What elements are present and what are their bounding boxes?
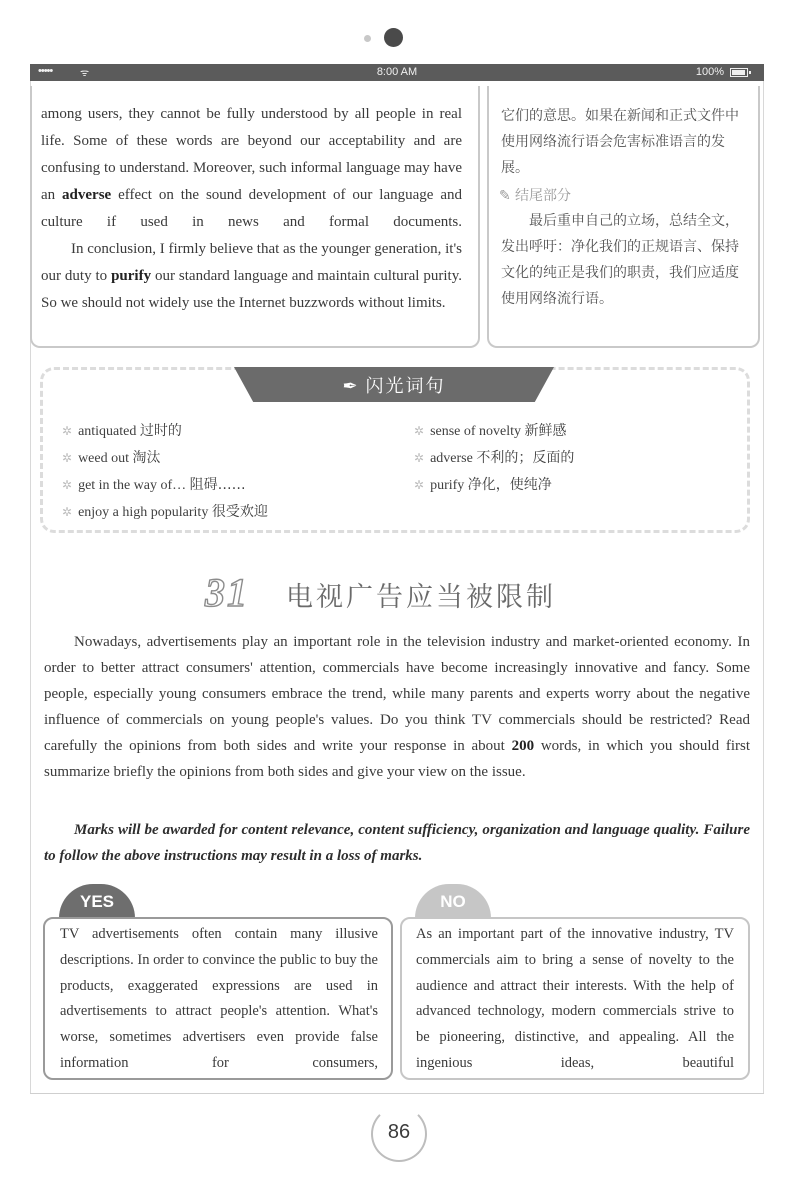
camera-lens <box>384 28 403 47</box>
bullet-icon: ✲ <box>62 478 73 492</box>
phrase-item: ✲ adverse 不利的；反面的 <box>414 450 575 466</box>
battery-icon <box>730 68 748 77</box>
device-camera <box>0 26 800 50</box>
status-bar <box>30 64 764 81</box>
notes-heading: ✎ 结尾部分 <box>499 188 571 204</box>
notes-text-2: 最后重申自己的立场，总结全文，发出呼吁：净化我们的正规语言、保持文化的纯正是我们的职责，我们应适度使用网络流行语。 <box>501 213 739 307</box>
status-time: 8:00 AM <box>376 66 418 78</box>
bullet-icon: ✲ <box>62 505 73 519</box>
phrase-item: ✲ weed out 淘汰 <box>62 450 161 466</box>
unit-title: 电视广告应当被限制 <box>286 582 556 613</box>
essay-paragraph-2: In conclusion, I firmly believe that as the younger generation, it's our duty to purify our standard language and maintain cultural purity. So we should not widely use the Internet buzzwords without limits. <box>41 241 462 311</box>
bullet-icon: ✲ <box>414 424 425 438</box>
signal-icon: ••••• <box>38 65 53 77</box>
phrase-item: ✲ antiquated 过时的 <box>62 423 182 439</box>
no-tab: NO <box>415 884 491 918</box>
wifi-icon: ᯤ <box>80 68 90 79</box>
yes-tab: YES <box>59 884 135 918</box>
pen-icon: ✒ <box>342 376 360 397</box>
phrase-item: ✲ sense of novelty 新鲜感 <box>414 423 567 439</box>
bullet-icon: ✲ <box>62 451 73 465</box>
page-number: 86 <box>387 1121 411 1143</box>
essay-paragraph-1: among users, they cannot be fully understood by all people in real life. Some of these words are beyond our acceptability and are confusing to understand. Moreover, such informal language may have an adverse effect on the sound development of our language and culture if used in news and formal documents. <box>41 106 462 230</box>
unit-number: 31 <box>205 570 249 615</box>
phrase-item: ✲ purify 净化，使纯净 <box>414 477 552 493</box>
bullet-icon: ✲ <box>414 478 425 492</box>
frame-edge-bottom <box>30 1093 764 1094</box>
no-text: As an important part of the innovative industry, TV commercials aim to bring a sense of novelty to the audience and attract their interests. With the help of advanced technology, modern commercials strive to be pioneering, distinctive, and appealing. All the ingenious ideas, beautiful <box>416 926 734 1071</box>
writing-prompt: Nowadays, advertisements play an important role in the television industry and market-oriented economy. In order to better attract consumers' attention, commercials have become increasingly innovative and fancy. Some people, especially young consumers embrace the trend, while many parents and experts worry about the negative influence of commercials on young people's values. Do you think TV commercials should be restricted? Read carefully the opinions from both sides and write your response in about 200 words, in which you should first summarize briefly the opinions from both sides and give your view on the issue. <box>44 634 750 780</box>
bullet-icon: ✲ <box>414 451 425 465</box>
frame-edge-right <box>763 81 764 1093</box>
yes-text: TV advertisements often contain many illusive descriptions. In order to convince the public to buy the products, exaggerated expressions are used in advertisements to attract people's attention. What's worse, sometimes advertisers even provide false information for consumers, <box>60 926 378 1071</box>
marking-note: Marks will be awarded for content relevance, content sufficiency, organization and language quality. Failure to follow the above instructions may result in a loss of marks. <box>44 822 750 864</box>
notes-text-1: 它们的意思。如果在新闻和正式文件中使用网络流行语会危害标准语言的发展。 <box>501 108 739 176</box>
battery-percent: 100% <box>695 66 724 78</box>
phrase-item: ✲ get in the way of… 阻碍…… <box>62 477 246 493</box>
phrases-title: ✒ 闪光词句 <box>342 376 446 397</box>
phrase-item: ✲ enjoy a high popularity 很受欢迎 <box>62 504 268 520</box>
pencil-icon: ✎ <box>499 188 511 204</box>
bullet-icon: ✲ <box>62 424 73 438</box>
sensor-dot <box>364 35 371 42</box>
